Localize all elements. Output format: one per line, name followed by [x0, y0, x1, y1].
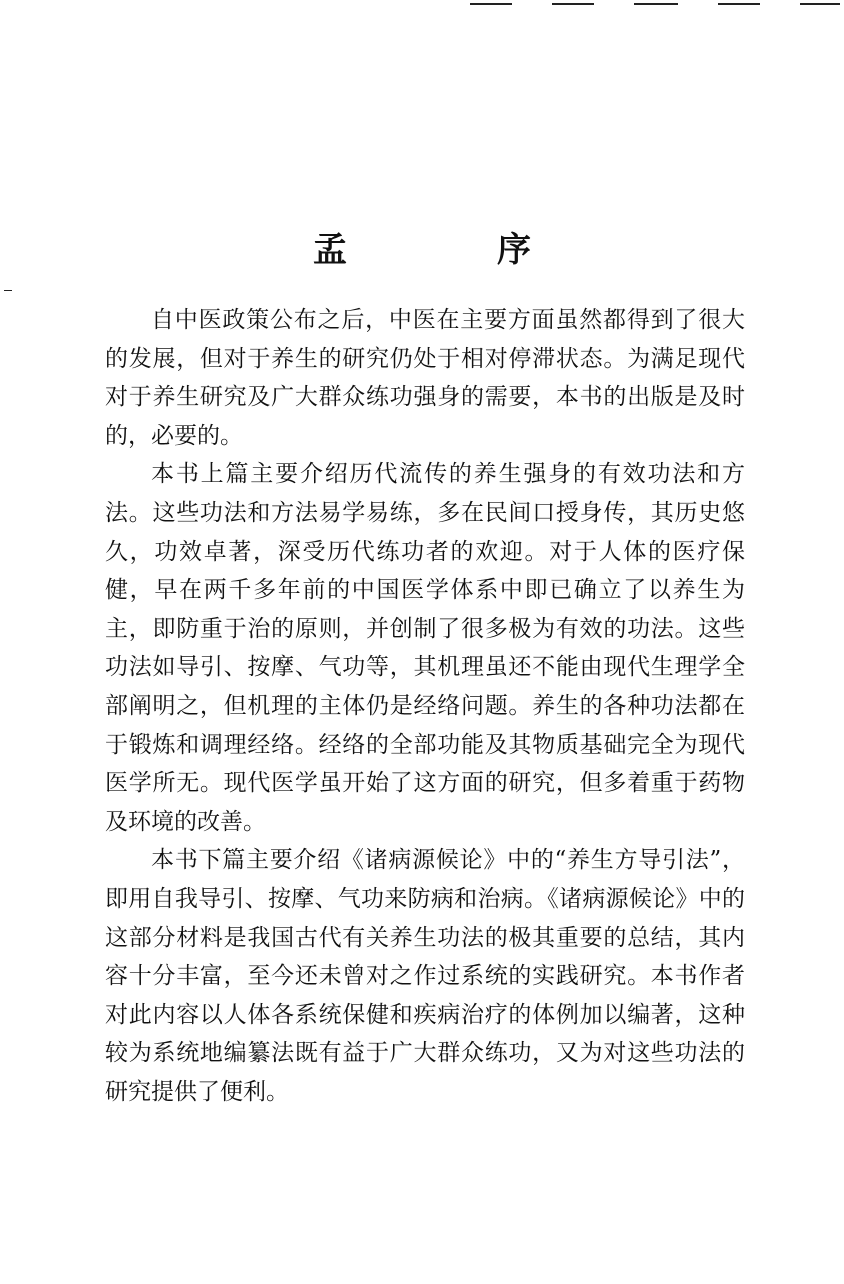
- preface-body: [105, 301, 745, 1111]
- top-rule: [718, 3, 760, 5]
- top-rule: [470, 3, 512, 5]
- page-title: 孟 序: [313, 229, 589, 270]
- margin-mark: [4, 290, 12, 291]
- top-border-rules: [460, 0, 844, 8]
- top-rule: [634, 3, 678, 5]
- paragraph-2: 本书上篇主要介绍历代流传的养生强身的有效功法和方法。这些功法和方法易学易练，多在民间口授身传，其历史悠久，功效卓著，深受历代练功者的欢迎。对于人体的医疗保健，早在两千多年前的中国医学体系中即已确立了以养生为主，即防重于治的原则，并创制了很多极为有效的功法。这些功法如导引、按摩、气功等，其机理虽还不能由现代生理学全部阐明之，但机理的主体仍是经络问题。养生的各种功法都在于锻炼和调理经络。经络的全部功能及其物质基础完全为现代医学所无。现代医学虽开始了这方面的研究，但多着重于药物及环境的改善。: [105, 461, 745, 835]
- paragraph-1: 自中医政策公布之后，中医在主要方面虽然都得到了很大的发展，但对于养生的研究仍处于相对停滞状态。为满足现代对于养生研究及广大群众练功强身的需要，本书的出版是及时的，必要的。: [105, 307, 745, 449]
- top-rule: [552, 3, 594, 5]
- paragraph-3: 本书下篇主要介绍《诸病源候论》中的“养生方导引法”，即用自我导引、按摩、气功来防病和治病。《诸病源候论》中的这部分材料是我国古代有关养生功法的极其重要的总结，其内容十分丰富，至今还未曾对之作过系统的实践研究。本书作者对此内容以人体各系统保健和疾病治疗的体例加以编著，这种较为系统地编纂法既有益于广大群众练功，又为对这些功法的研究提供了便利。: [105, 847, 745, 1105]
- top-rule: [800, 3, 840, 5]
